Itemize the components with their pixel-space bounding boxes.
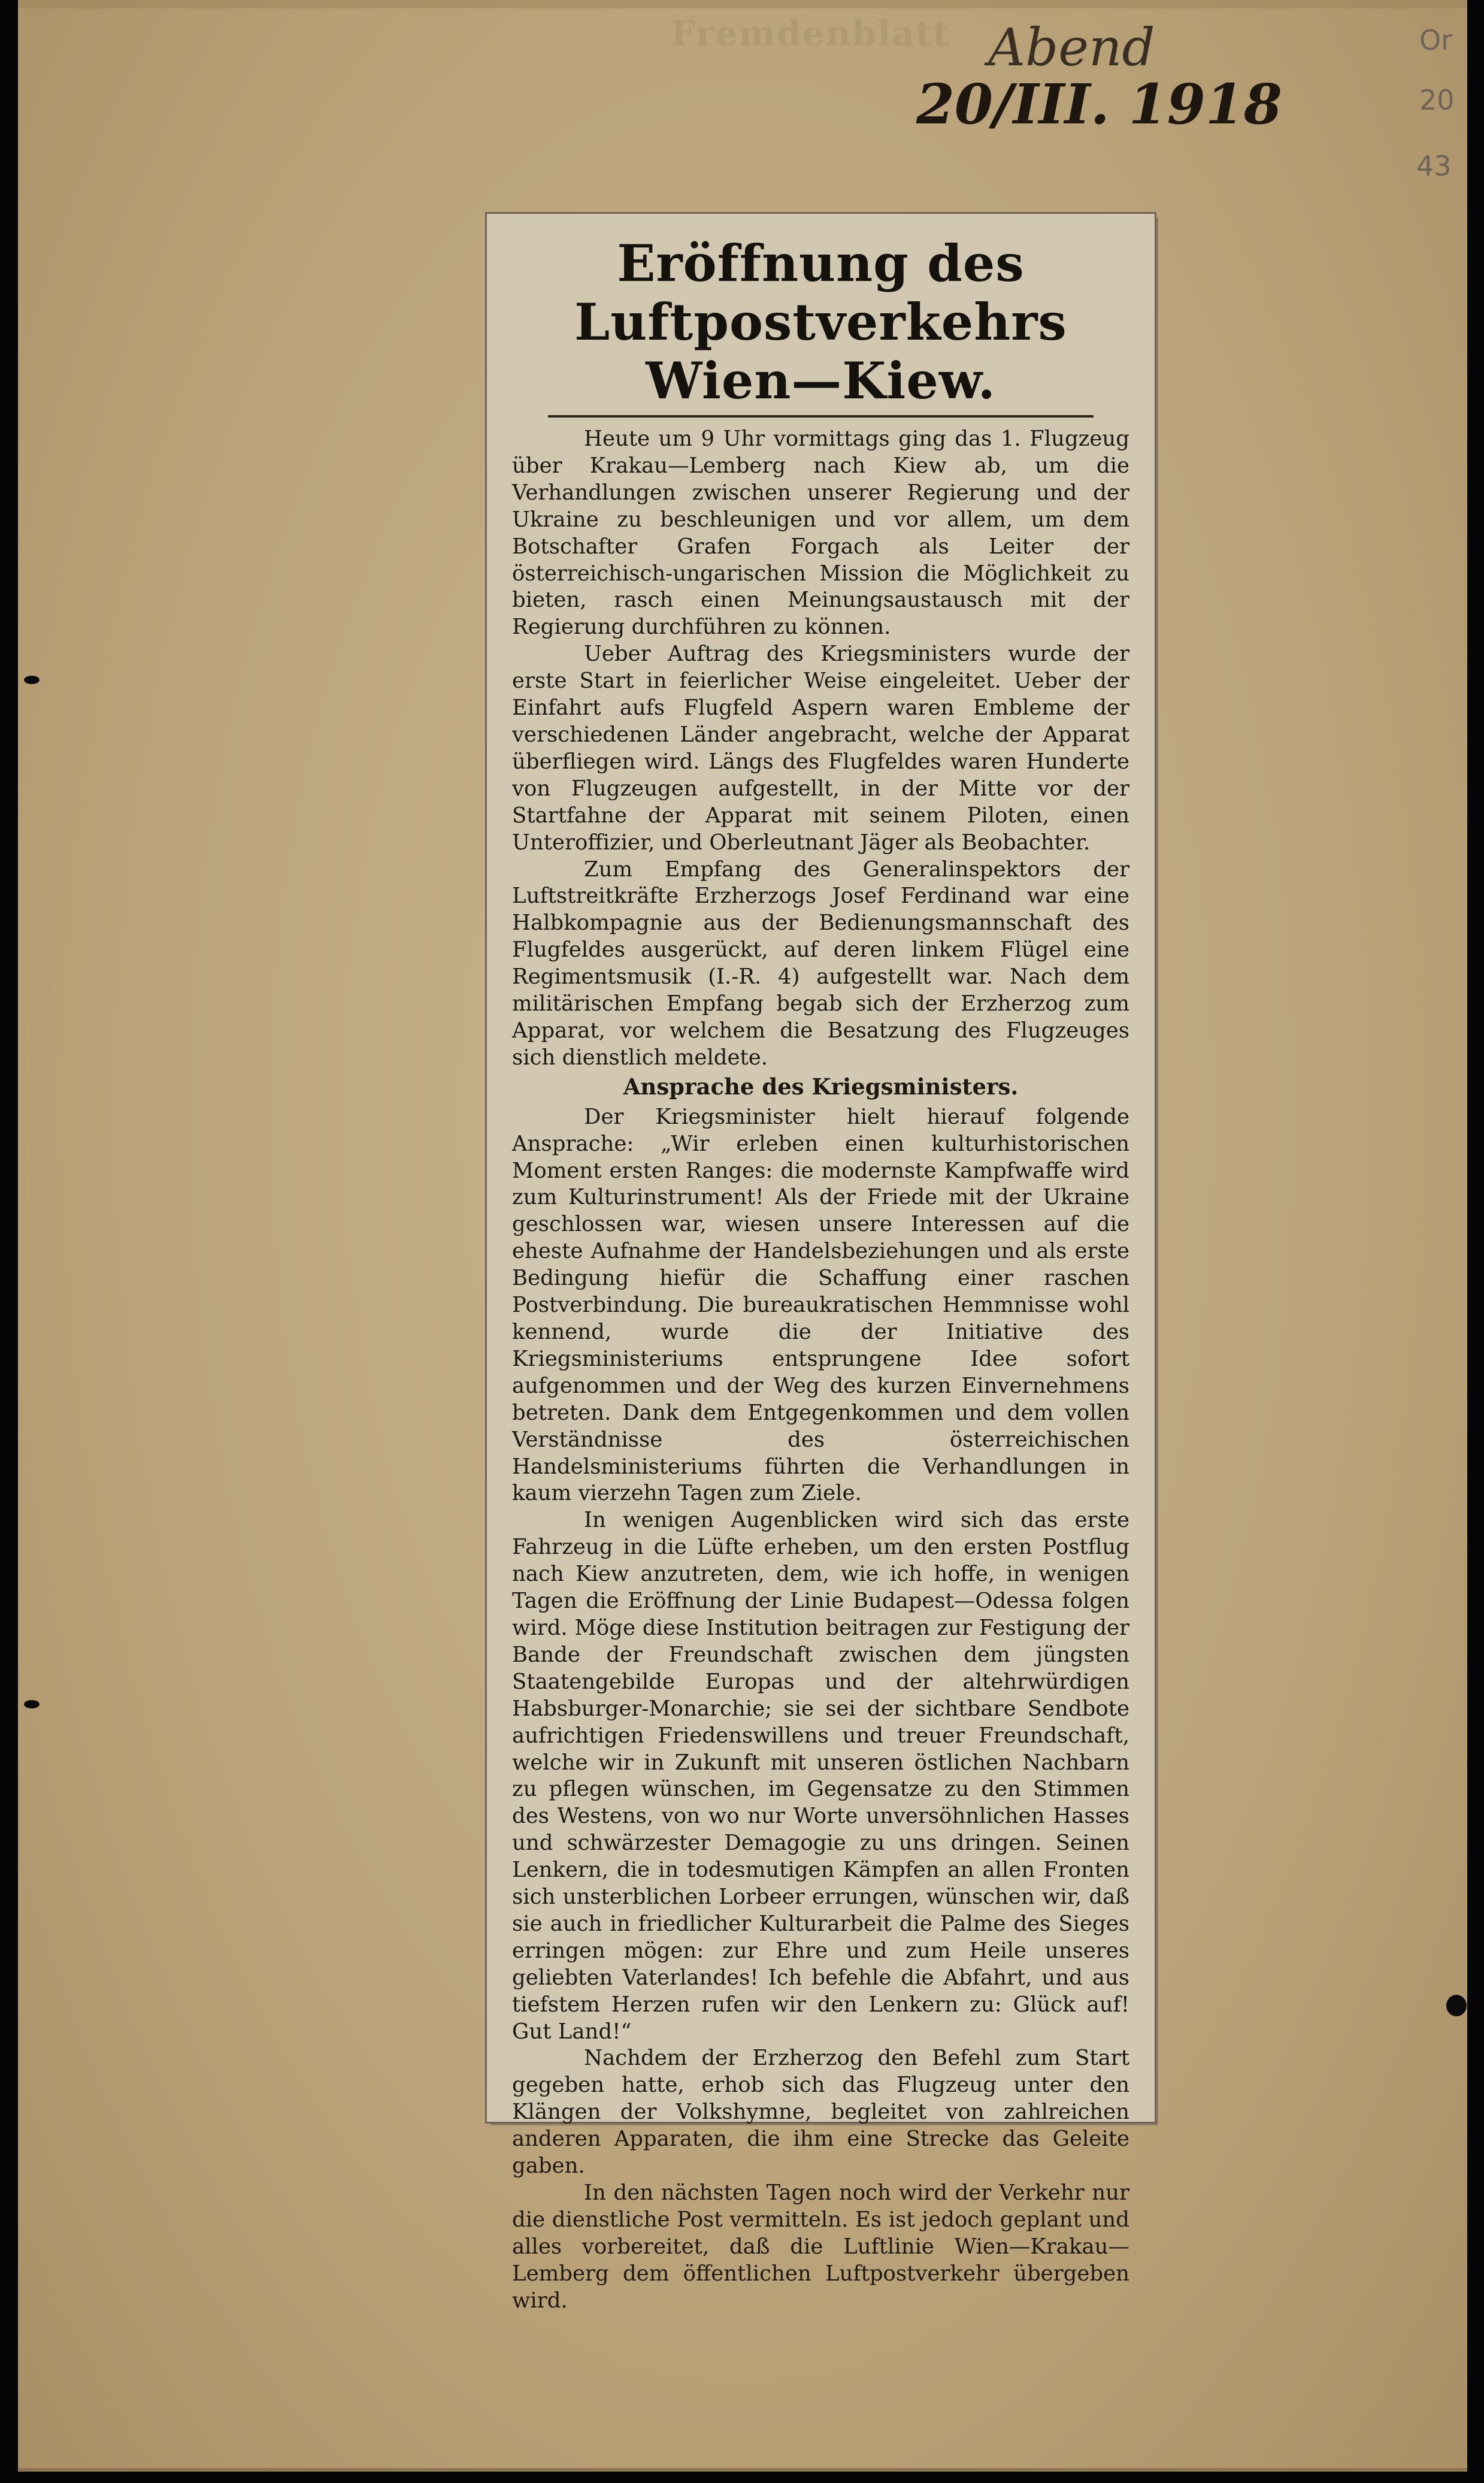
article-title <box>512 234 1129 410</box>
pencil-note-2: 20 <box>1419 84 1455 116</box>
punch-hole <box>1446 1995 1467 2016</box>
sheet-top-edge <box>18 0 1467 8</box>
title-rule <box>548 415 1094 418</box>
pencil-note-1: Or <box>1419 24 1453 56</box>
pencil-note-3: 43 <box>1416 150 1452 182</box>
newspaper-masthead-stamp: Fremdenblatt <box>671 13 950 54</box>
newspaper-clipping <box>487 214 1155 2313</box>
article-title-line-2: Wien—Kiew. <box>646 351 996 410</box>
archive-sheet <box>18 0 1467 2472</box>
article-subheading: Ansprache des Kriegsministers. <box>623 1073 1019 1100</box>
article-paragraph-7: In den nächsten Tagen noch wird der Verkehr nur die dienstliche Post vermitteln. Es ist jedoch geplant und alles vorbereitet, daß die Luftlinie Wien—Krakau—Lemberg dem öffentlichen Luftpostverkehr übergeben wird. <box>512 2180 1129 2313</box>
handwritten-edition-note: Abend <box>988 18 1155 78</box>
article-paragraph-5: In wenigen Augenblicken wird sich das erste Fahrzeug in die Lüfte erheben, um den ersten Postflug nach Kiew anzutreten, dem, wie ich hoffe, in wenigen Tagen die Eröffnung der Linie Budapest—Odessa folgen wird. Möge diese Institution beitragen zur Festigung der Bande der Freundschaft zwischen dem jüngsten Staatengebilde Europas und der altehrwürdigen Habsburger-Monarchie; sie sei der sichtbare Sendbote aufrichtigen Friedenswillens und treuer Freundschaft, welche wir in Zukunft mit unseren östlichen Nachbarn zu pflegen wünschen, im Gegensatze zu den Stimmen des Westens, von wo nur Worte unversöhnlichen Hasses und schwärzester Demagogie zu uns dringen. Seinen Lenkern, die in todesmutigen Kämpfen an allen Fronten sich unsterblichen Lorbeer errungen, wünschen wir, daß sie auch in friedlicher Kulturarbeit die Palme des Sieges erringen mögen: zur Ehre und zum Heile unseres geliebten Vaterlandes! Ich befehle die Abfahrt, und aus tiefstem Herzen rufen wir den Lenkern zu: Glück auf! Gut Land!“ <box>512 1508 1129 2044</box>
binding-mark-1 <box>24 676 40 684</box>
article-paragraph-2: Ueber Auftrag des Kriegsministers wurde der erste Start in feierlicher Weise eingeleitet. Ueber der Einfahrt aufs Flugfeld Aspern waren Embleme der verschiedenen Länder angebracht, welche der Apparat überfliegen wird. Längs des Flugfeldes waren Hunderte von Flugzeugen aufgestellt, in der Mitte vor der Startfahne der Apparat mit seinem Piloten, einen Unteroffizier, und Oberleutnant Jäger als Beobachter. <box>512 642 1129 855</box>
article-paragraph-4: Der Kriegsminister hielt hierauf folgende Ansprache: „Wir erleben einen kulturhistorischen Moment ersten Ranges: die modernste Kampfwaffe wird zum Kulturinstrument! Als der Friede mit der Ukraine geschlossen war, wiesen unsere Interessen auf die eheste Aufnahme der Handelsbeziehungen und als erste Bedingung hiefür die Schaffung einer raschen Postverbindung. Die bureaukratischen Hemmnisse wohl kennend, wurde die der Initiative des Kriegsministeriums entsprungene Idee sofort aufgenommen und der Weg des kurzen Einvernehmens betreten. Dank dem Entgegenkommen und dem vollen Verständnisse des österreichischen Handelsministeriums führten die Verhandlungen in kaum vierzehn Tagen zum Ziele. <box>512 1104 1129 1506</box>
article-paragraph-6: Nachdem der Erzherzog den Befehl zum Start gegeben hatte, erhob sich das Flugzeug unter den Klängen der Volkshymne, begleitet von zahlreichen anderen Apparaten, die ihm eine Strecke das Geleite gaben. <box>512 2046 1129 2179</box>
article-paragraph-1: Heute um 9 Uhr vormittags ging das 1. Flugzeug über Krakau—Lemberg nach Kiew ab, um die Verhandlungen zwischen unserer Regierung und der Ukraine zu beschleunigen und vor allem, um dem Botschafter Grafen Forgach als Leiter der österreichisch-ungarischen Mission die Möglichkeit zu bieten, rasch einen Meinungsaustausch mit der Regierung durchführen zu können. <box>512 427 1129 640</box>
article-title-line-1: Eröffnung des Luftpostverkehrs <box>574 234 1067 352</box>
binding-mark-2 <box>24 1700 40 1708</box>
article-paragraph-3: Zum Empfang des Generalinspektors der Luftstreitkräfte Erzherzogs Josef Ferdinand war eine Halbkompagnie aus der Bedienungsmannschaft des Flugfeldes ausgerückt, auf deren linkem Flügel eine Regimentsmusik (I.-R. 4) aufgestellt war. Nach dem militärischen Empfang begab sich der Erzherzog zum Apparat, vor welchem die Besatzung des Flugzeuges sich dienstlich meldete. <box>512 857 1129 1070</box>
handwritten-date: 20/III. 1918 <box>916 72 1282 137</box>
